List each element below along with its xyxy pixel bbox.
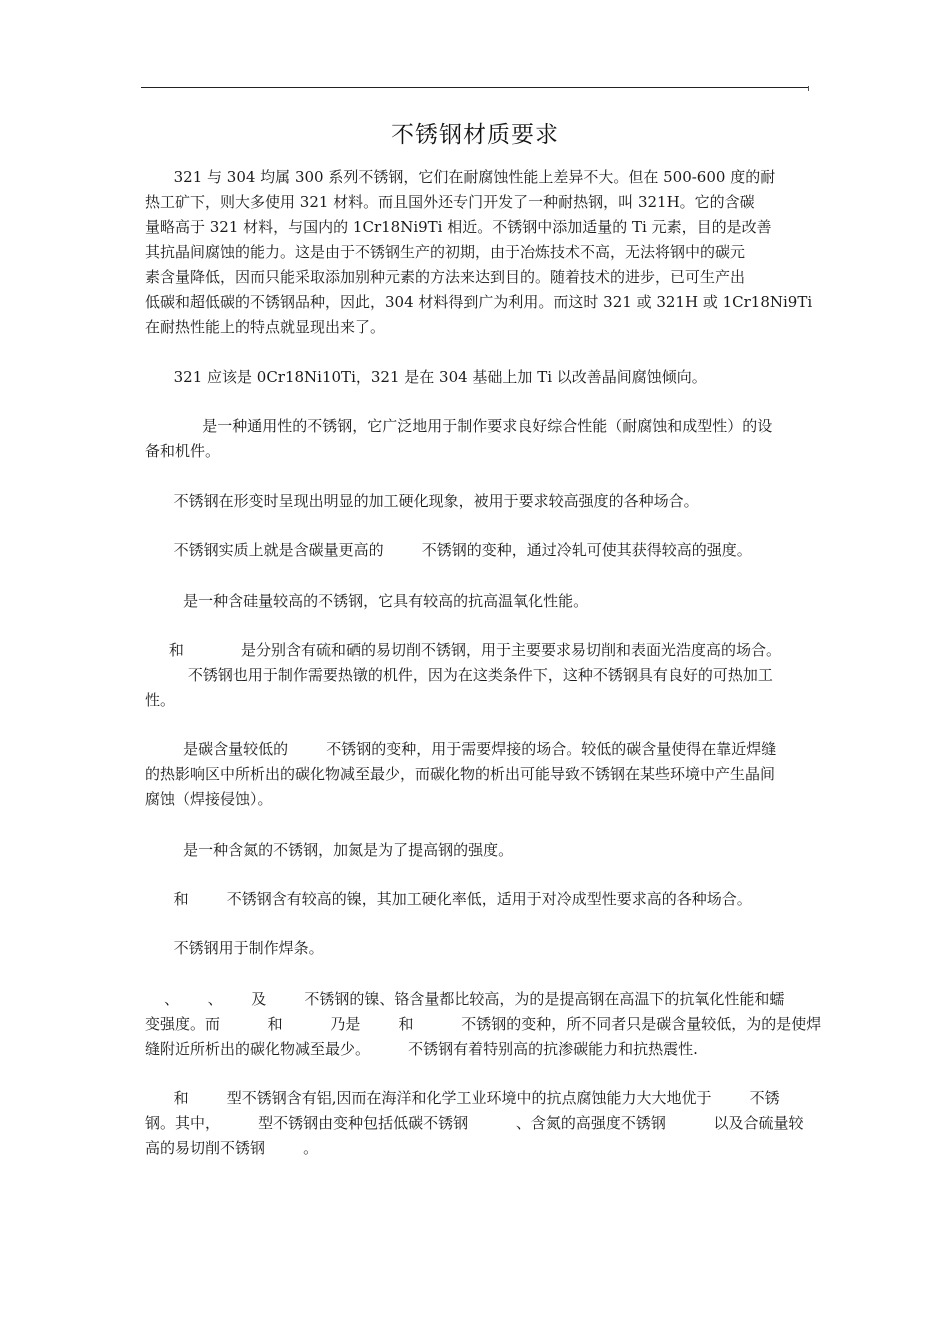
text-line: 其抗晶间腐蚀的能力。这是由于不锈钢生产的初期，由于冶炼技术不高，无法将钢中的碳元 <box>145 243 746 261</box>
text-line: 321 与 304 均属 300 系列不锈钢，它们在耐腐蚀性能上差异不大。但在 500-600 度的耐 <box>145 168 776 186</box>
text-line: 是一种含硅量较高的不锈钢，它具有较高的抗高温氧化性能。 <box>145 592 589 610</box>
paragraph-free-machining <box>145 638 809 713</box>
text-line: 热工矿下，则大多使用 321 材料。而且国外还专门开发了一种耐热钢，叫 321H。它的含碳 <box>145 193 755 211</box>
paragraph-high-nickel <box>145 887 809 912</box>
text-line: 是一种含氮的不锈钢，加氮是为了提高钢的强度。 <box>145 841 514 859</box>
paragraph-high-carbon-variant <box>145 538 809 563</box>
text-line: 钢。其中， 型不锈钢由变种包括低碳不锈钢 、含氮的高强度不锈钢 以及合硫量较 <box>145 1114 804 1132</box>
text-line: 低碳和超低碳的不锈钢品种，因此，304 材料得到广为利用。而这时 321 或 321H 或 1Cr18Ni9Ti <box>145 293 813 311</box>
document-title: 不锈钢材质要求 <box>391 122 559 148</box>
text-line: 缝附近所析出的碳化物减至最少。 不锈钢有着特别高的抗渗碳能力和抗热震性. <box>145 1040 698 1058</box>
text-line: 的热影响区中所析出的碳化物减至最少，而碳化物的析出可能导致不锈钢在某些环境中产生晶间 <box>145 765 776 783</box>
text-line: 不锈钢实质上就是含碳量更高的 不锈钢的变种，通过冷轧可使其获得较高的强度。 <box>145 541 752 559</box>
text-line: 变强度。而 和 乃是 和 不锈钢的变种，所不同者只是碳含量较低，为的是使焊 <box>145 1015 822 1033</box>
text-line: 是一种通用性的不锈钢，它广泛地用于制作要求良好综合性能（耐腐蚀和成型性）的设 <box>145 417 773 435</box>
text-line: 321 应该是 0Cr18Ni10Ti，321 是在 304 基础上加 Ti 以改善晶间腐蚀倾向。 <box>145 368 707 386</box>
paragraph-321-vs-304 <box>145 165 813 340</box>
header-rule-end-mark <box>808 86 809 91</box>
text-line: 和 不锈钢含有较高的镍，其加工硬化率低，适用于对冷成型性要求高的各种场合。 <box>145 890 752 908</box>
paragraph-silicon <box>145 589 809 614</box>
text-line: 不锈钢用于制作焊条。 <box>145 939 324 957</box>
paragraph-work-hardening <box>145 489 809 514</box>
text-line: 、 、 及 不锈钢的镍、铬含量都比较高，为的是提高钢在高温下的抗氧化性能和蠕 <box>145 990 785 1008</box>
paragraph-321-composition <box>145 365 809 390</box>
text-line: 量略高于 321 材料，与国内的 1Cr18Ni9Ti 相近。不锈钢中添加适量的 Ti 元素，目的是改善 <box>145 218 772 236</box>
text-line: 备和机件。 <box>145 442 221 460</box>
text-line: 不锈钢也用于制作需要热镦的机件，因为在这类条件下，这种不锈钢具有良好的可热加工 <box>145 666 773 684</box>
text-line: 腐蚀（焊接侵蚀）。 <box>145 790 273 808</box>
header-rule <box>141 87 809 88</box>
paragraph-nitrogen <box>145 838 809 863</box>
paragraph-welding-rod <box>145 936 809 961</box>
paragraph-heat-resistant <box>145 987 822 1062</box>
paragraph-general-purpose <box>145 414 809 464</box>
text-line: 和 型不锈钢含有铝,因而在海洋和化学工业环境中的抗点腐蚀能力大大地优于 不锈 <box>145 1089 780 1107</box>
text-line: 是碳含量较低的 不锈钢的变种，用于需要焊接的场合。较低的碳含量使得在靠近焊缝 <box>145 740 777 758</box>
paragraph-low-carbon <box>145 737 809 812</box>
text-line: 性。 <box>145 691 176 709</box>
text-line: 素含量降低，因而只能采取添加别种元素的方法来达到目的。随着技术的进步，已可生产出 <box>145 268 746 286</box>
text-line: 在耐热性能上的特点就显现出来了。 <box>145 318 386 336</box>
text-line: 不锈钢在形变时呈现出明显的加工硬化现象，被用于要求较高强度的各种场合。 <box>145 492 699 510</box>
text-line: 高的易切削不锈钢 。 <box>145 1139 319 1157</box>
text-line: 和 是分别含有硫和硒的易切削不锈钢，用于主要要求易切削和表面光浩度高的场合。 <box>145 641 782 659</box>
paragraph-molybdenum <box>145 1086 809 1161</box>
